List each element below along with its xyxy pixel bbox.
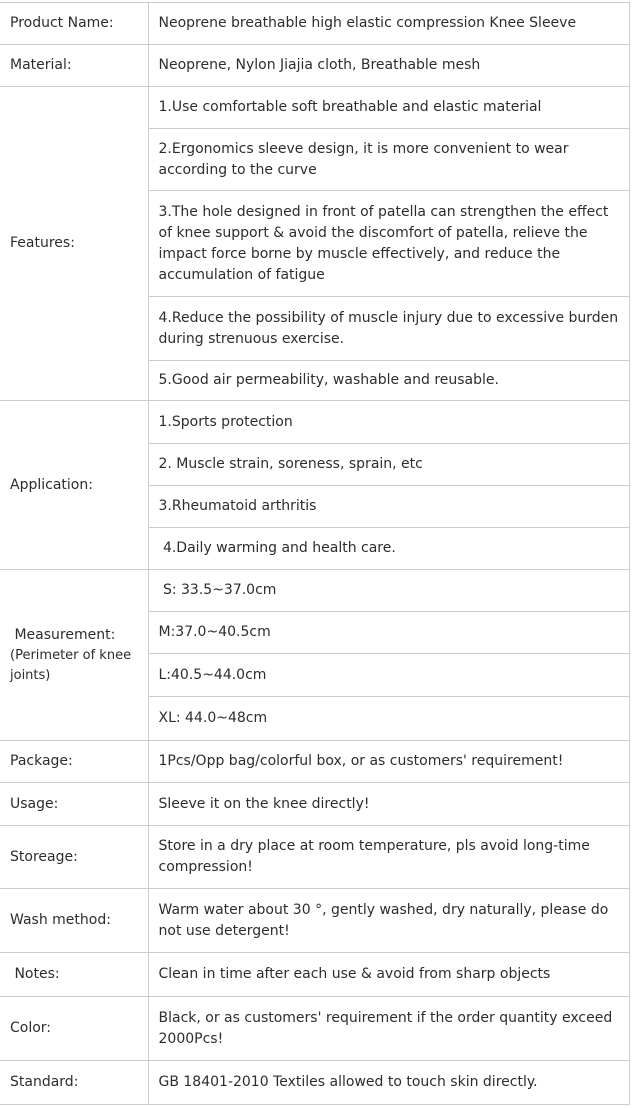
spec-label-application xyxy=(0,401,148,570)
value-text: 1.Sports protection xyxy=(158,413,293,430)
spec-label-wash-method xyxy=(0,889,148,953)
value-text: Warm water about 30 °, gently washed, dry naturally, please do not use detergent! xyxy=(158,901,613,939)
spec-value-feature-4 xyxy=(148,297,630,361)
label-text: Standard: xyxy=(10,1074,79,1090)
spec-value-size-l xyxy=(148,654,630,697)
spec-label-package xyxy=(0,741,148,783)
value-text: 4.Reduce the possibility of muscle injury due to excessive burden during strenuous exercise. xyxy=(158,309,623,347)
spec-value-feature-2 xyxy=(148,129,630,191)
label-text: Notes: xyxy=(10,966,60,982)
spec-label-material xyxy=(0,45,148,87)
label-text: Material: xyxy=(10,57,72,73)
value-text: Sleeve it on the knee directly! xyxy=(158,795,370,812)
value-text: 3.The hole designed in front of patella can strengthen the effect of knee support & avoid the discomfort of patella, relieve the impact force borne by muscle effectively, and reduce the accumulation of fatigue xyxy=(158,203,613,283)
spec-label-measurement xyxy=(0,570,148,741)
label-subtext: (Perimeter of knee joints) xyxy=(10,647,136,683)
spec-value-feature-3 xyxy=(148,191,630,297)
value-text: M:37.0~40.5cm xyxy=(158,624,271,640)
value-text: Clean in time after each use & avoid from sharp objects xyxy=(158,966,551,982)
spec-row xyxy=(0,826,630,889)
spec-value-application-3 xyxy=(148,486,630,528)
spec-value-wash-method xyxy=(148,889,630,953)
label-text: Features: xyxy=(10,235,75,251)
spec-label-notes xyxy=(0,953,148,997)
label-text: Product Name: xyxy=(10,15,114,31)
spec-label-features xyxy=(0,87,148,401)
spec-value-application-4 xyxy=(148,528,630,570)
value-text: XL: 44.0~48cm xyxy=(158,710,268,726)
value-text: Black, or as customers' requirement if the order quantity exceed 2000Pcs! xyxy=(158,1009,617,1047)
spec-value-storeage xyxy=(148,826,630,889)
value-text: 3.Rheumatoid arthritis xyxy=(158,498,317,514)
spec-row xyxy=(0,45,630,87)
value-text: Neoprene, Nylon Jiajia cloth, Breathable mesh xyxy=(158,57,481,73)
spec-value-standard xyxy=(148,1061,630,1105)
spec-value-notes xyxy=(148,953,630,997)
product-spec-table xyxy=(0,2,630,1105)
spec-value-feature-5 xyxy=(148,361,630,401)
spec-row xyxy=(0,3,630,45)
value-text: GB 18401-2010 Textiles allowed to touch skin directly. xyxy=(158,1074,538,1090)
label-text: Application: xyxy=(10,476,93,493)
label-text: Package: xyxy=(10,753,73,769)
spec-label-storeage xyxy=(0,826,148,889)
spec-value-application-1 xyxy=(148,401,630,444)
spec-value-package xyxy=(148,741,630,783)
value-text: 1.Use comfortable soft breathable and elastic material xyxy=(158,99,542,115)
spec-row xyxy=(0,401,630,444)
value-text: 1Pcs/Opp bag/colorful box, or as customers' requirement! xyxy=(158,753,564,769)
value-text: 4.Daily warming and health care. xyxy=(158,540,396,556)
value-text: 2.Ergonomics sleeve design, it is more convenient to wear according to the curve xyxy=(158,140,573,178)
value-text: S: 33.5~37.0cm xyxy=(158,582,277,598)
value-text: Neoprene breathable high elastic compression Knee Sleeve xyxy=(158,15,577,31)
label-text: Usage: xyxy=(10,795,59,812)
spec-label-product-name xyxy=(0,3,148,45)
spec-row xyxy=(0,87,630,129)
spec-value-usage xyxy=(148,783,630,826)
spec-row xyxy=(0,953,630,997)
spec-value-feature-1 xyxy=(148,87,630,129)
spec-value-size-xl xyxy=(148,697,630,741)
spec-value-product-name xyxy=(148,3,630,45)
label-text: Color: xyxy=(10,1020,52,1036)
spec-row xyxy=(0,997,630,1061)
value-text: 2. Muscle strain, soreness, sprain, etc xyxy=(158,456,423,472)
spec-value-size-s xyxy=(148,570,630,612)
spec-label-standard xyxy=(0,1061,148,1105)
spec-row xyxy=(0,570,630,612)
spec-label-color xyxy=(0,997,148,1061)
value-text: Store in a dry place at room temperature, pls avoid long-time compression! xyxy=(158,838,595,875)
spec-value-size-m xyxy=(148,612,630,654)
value-text: 5.Good air permeability, washable and reusable. xyxy=(158,372,499,388)
value-text: L:40.5~44.0cm xyxy=(158,666,267,683)
label-text: Measurement: xyxy=(10,626,116,643)
spec-label-usage xyxy=(0,783,148,826)
spec-value-material xyxy=(148,45,630,87)
spec-value-color xyxy=(148,997,630,1061)
spec-row xyxy=(0,1061,630,1105)
label-text: Wash method: xyxy=(10,912,111,928)
label-text: Storeage: xyxy=(10,848,78,865)
spec-row xyxy=(0,741,630,783)
spec-value-application-2 xyxy=(148,444,630,486)
spec-row xyxy=(0,889,630,953)
spec-row xyxy=(0,783,630,826)
